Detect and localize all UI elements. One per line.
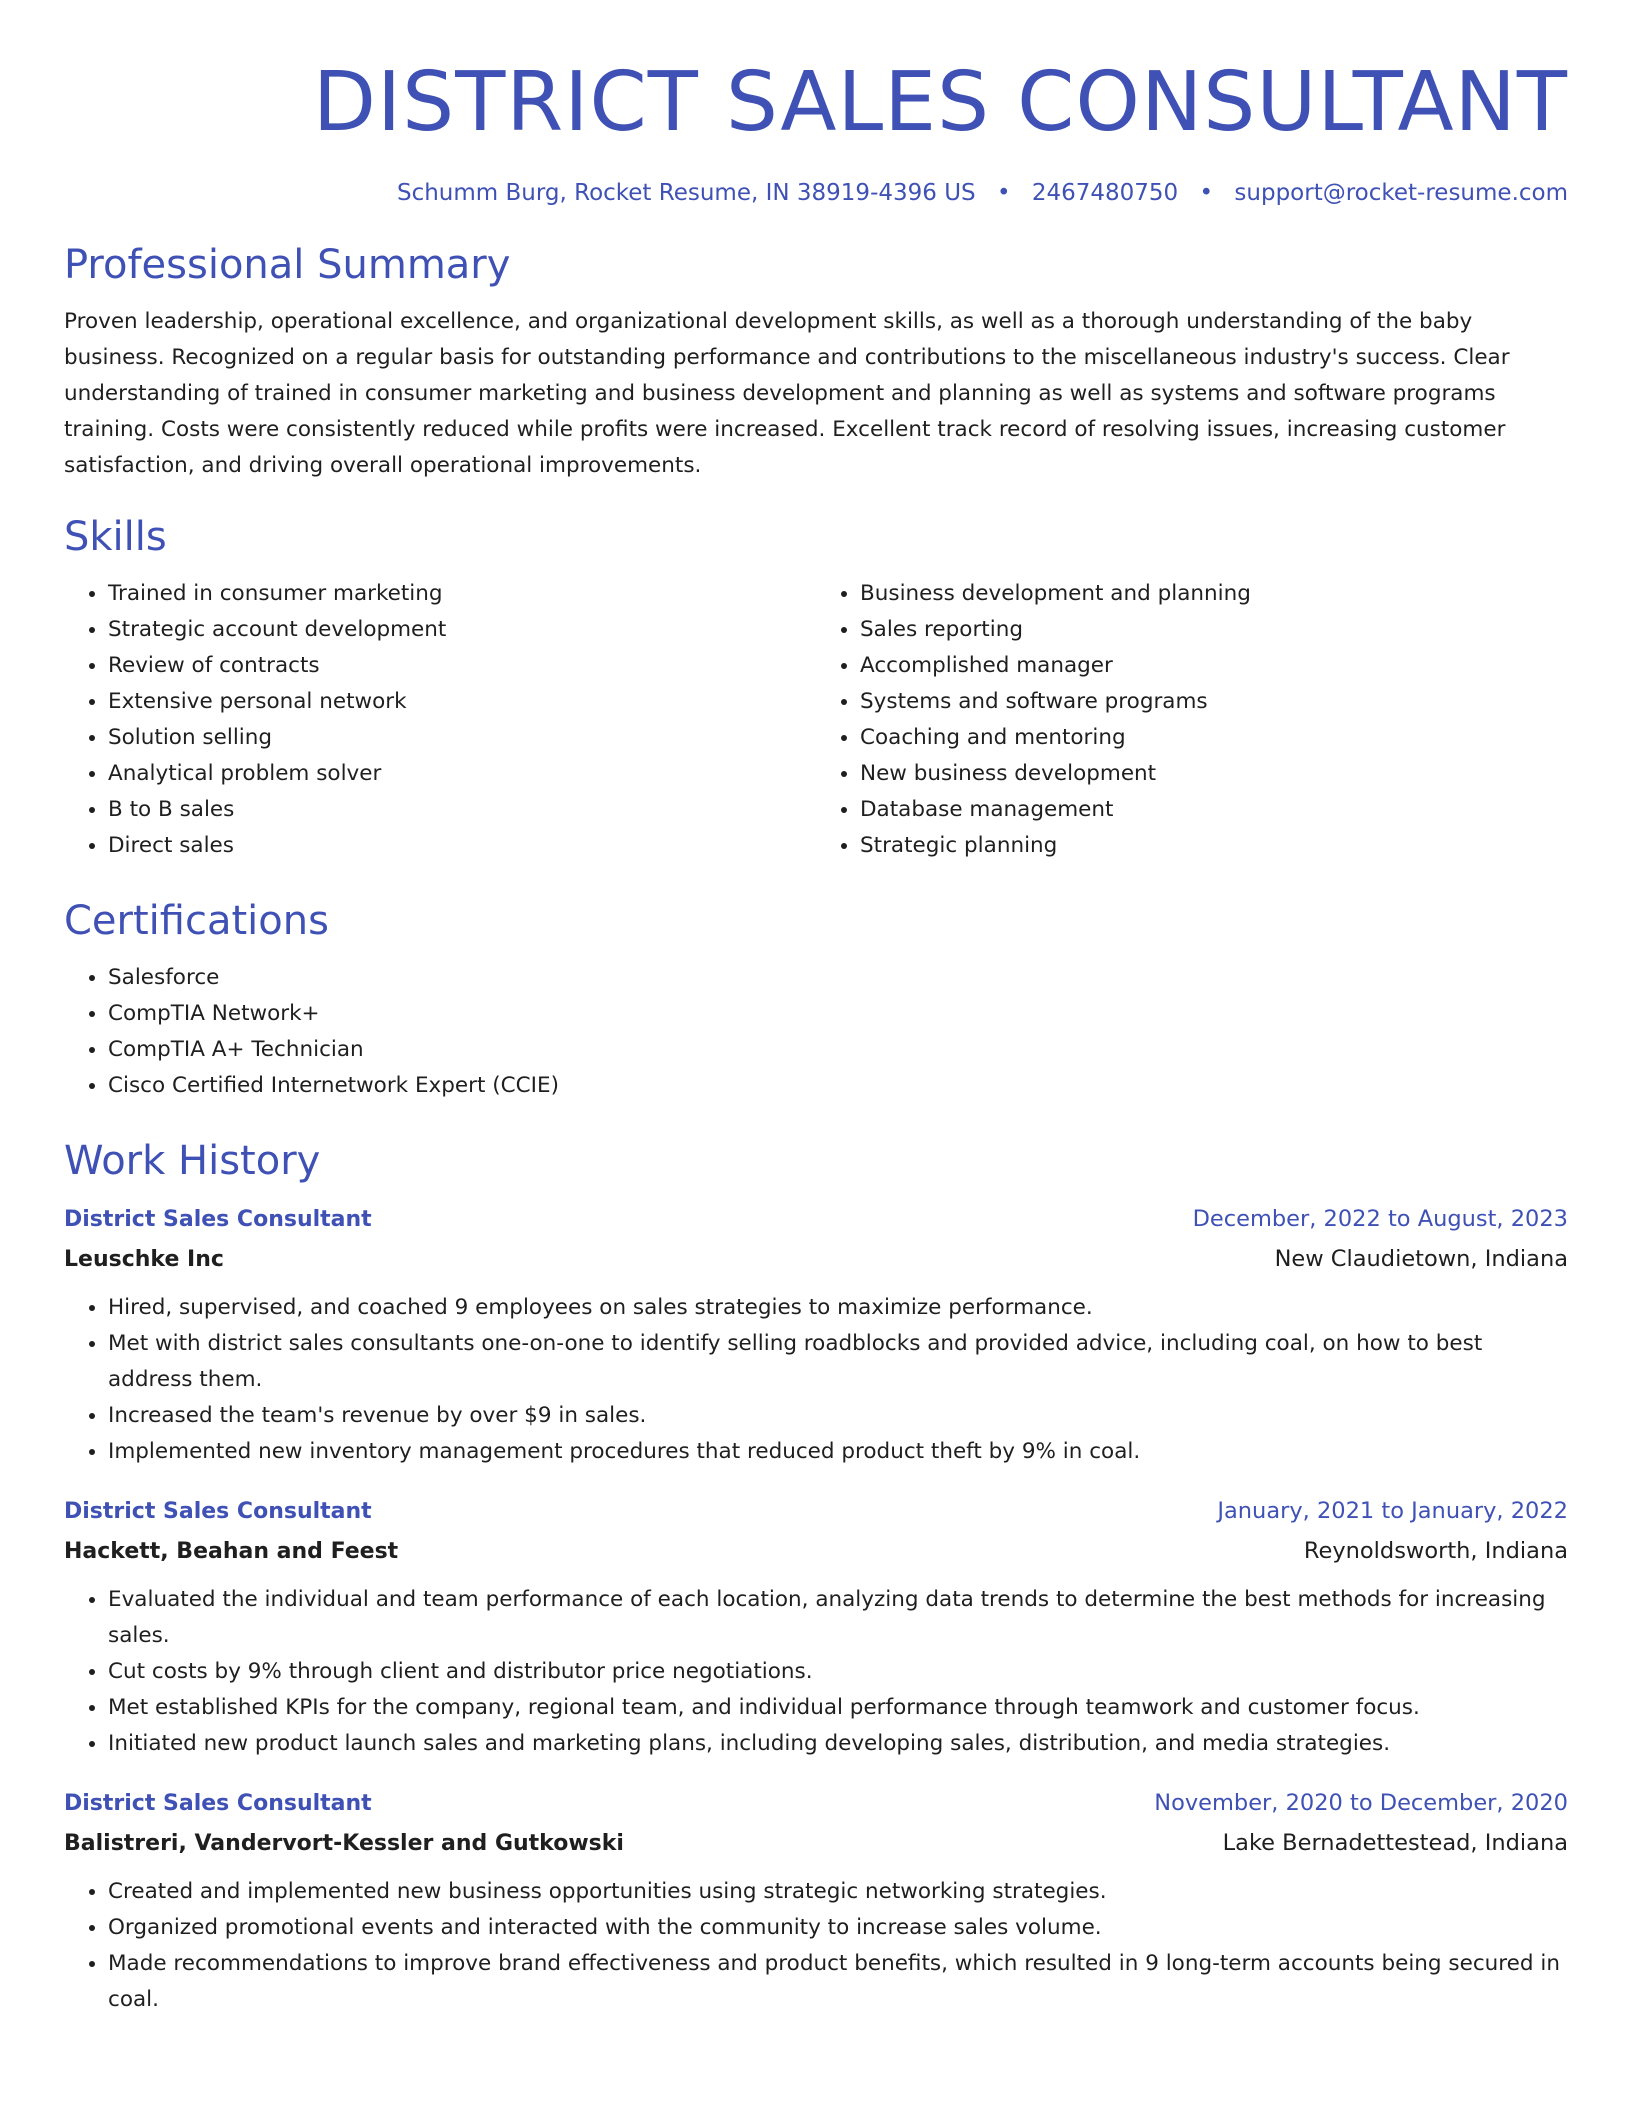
job-bullet: • Met established KPIs for the company, regional team, and individual performance through teamwork and customer focus. — [108, 1690, 1568, 1726]
skill-item: • B to B sales — [108, 792, 816, 828]
section-title-work-history: Work History — [64, 1138, 321, 1184]
job-company-row — [64, 1823, 1568, 1864]
work-history-section — [64, 1132, 1568, 2018]
skills-grid — [64, 576, 1568, 864]
skill-item: • Sales reporting — [860, 612, 1568, 648]
job-bullet: • Evaluated the individual and team performance of each location, analyzing data trends to determine the best methods for increasing sales. — [108, 1582, 1568, 1654]
job-location: Lake Bernadettestead, Indiana — [1222, 1830, 1568, 1856]
job-title: District Sales Consultant — [64, 1207, 372, 1232]
job-title: District Sales Consultant — [64, 1791, 372, 1816]
job-bullet: • Implemented new inventory management procedures that reduced product theft by 9% in coal. — [108, 1434, 1568, 1470]
skill-item: • Solution selling — [108, 720, 816, 756]
job-title-row — [64, 1784, 1568, 1823]
job-entry — [64, 1784, 1568, 2018]
job-company: Leuschke Inc — [64, 1247, 224, 1272]
job-bullets — [64, 1582, 1568, 1762]
job-dates: December, 2022 to August, 2023 — [1192, 1206, 1568, 1232]
skill-item: • Strategic account development — [108, 612, 816, 648]
certification-item: • CompTIA A+ Technician — [108, 1032, 1568, 1068]
section-title-summary: Professional Summary — [64, 242, 511, 288]
contact-address: Schumm Burg, Rocket Resume, IN 38919-4396 US — [396, 180, 976, 206]
skills-list-left — [64, 576, 816, 864]
certifications-section — [64, 892, 1568, 1104]
summary-text: Proven leadership, operational excellence, and organizational development skills, as well as a thorough understanding of the baby business. Recognized on a regular basis for outstanding performance and contributions to the miscellaneous industry's success. Clear understanding of trained in consumer marketing and business development and planning as well as systems and software programs training. Costs were consistently reduced while profits were increased. Excellent track record of resolving issues, increasing customer satisfaction, and driving overall operational improvements. — [64, 309, 1510, 478]
candidate-name: DISTRICT SALES CONSULTANT — [312, 55, 1568, 150]
certification-item: • Salesforce — [108, 960, 1568, 996]
skill-item: • Strategic planning — [860, 828, 1568, 864]
skill-item: • Analytical problem solver — [108, 756, 816, 792]
job-company-row — [64, 1239, 1568, 1280]
certifications-list — [64, 960, 1568, 1104]
job-entry — [64, 1200, 1568, 1470]
skill-item: • Extensive personal network — [108, 684, 816, 720]
job-location: Reynoldsworth, Indiana — [1303, 1538, 1568, 1564]
job-bullets — [64, 1874, 1568, 2018]
job-title-row — [64, 1200, 1568, 1239]
section-title-certifications: Certifications — [64, 898, 329, 944]
job-company: Balistreri, Vandervort-Kessler and Gutkowski — [64, 1831, 624, 1856]
resume-header — [64, 48, 1568, 210]
skill-item: • Direct sales — [108, 828, 816, 864]
job-title: District Sales Consultant — [64, 1499, 372, 1524]
job-bullets — [64, 1290, 1568, 1470]
job-company: Hackett, Beahan and Feest — [64, 1539, 399, 1564]
job-bullet: • Cut costs by 9% through client and distributor price negotiations. — [108, 1654, 1568, 1690]
contact-separator: • — [996, 180, 1011, 206]
contact-line — [64, 176, 1568, 210]
skill-item: • Review of contracts — [108, 648, 816, 684]
skills-list-right — [816, 576, 1568, 864]
job-bullet: • Made recommendations to improve brand effectiveness and product benefits, which resulted in 9 long-term accounts being secured in coal. — [108, 1946, 1568, 2018]
job-location: New Claudietown, Indiana — [1274, 1246, 1568, 1272]
job-bullet: • Met with district sales consultants one-on-one to identify selling roadblocks and provided advice, including coal, on how to best address them. — [108, 1326, 1568, 1398]
job-bullet: • Created and implemented new business opportunities using strategic networking strategies. — [108, 1874, 1568, 1910]
skill-item: • Systems and software programs — [860, 684, 1568, 720]
job-bullet: • Initiated new product launch sales and marketing plans, including developing sales, distribution, and media strategies. — [108, 1726, 1568, 1762]
contact-separator: • — [1199, 180, 1214, 206]
skill-item: • Database management — [860, 792, 1568, 828]
job-title-row — [64, 1492, 1568, 1531]
job-bullet: • Organized promotional events and interacted with the community to increase sales volume. — [108, 1910, 1568, 1946]
certification-item: • Cisco Certified Internetwork Expert (CCIE) — [108, 1068, 1568, 1104]
skill-item: • Trained in consumer marketing — [108, 576, 816, 612]
summary-section — [64, 236, 1568, 484]
contact-email[interactable]: support@rocket-resume.com — [1234, 180, 1568, 206]
certification-item: • CompTIA Network+ — [108, 996, 1568, 1032]
skill-item: • Business development and planning — [860, 576, 1568, 612]
job-bullet: • Increased the team's revenue by over $9 in sales. — [108, 1398, 1568, 1434]
job-entry — [64, 1492, 1568, 1762]
job-dates: January, 2021 to January, 2022 — [1217, 1498, 1568, 1524]
contact-phone: 2467480750 — [1031, 180, 1179, 206]
skills-section — [64, 508, 1568, 864]
skill-item: • Accomplished manager — [860, 648, 1568, 684]
job-bullet: • Hired, supervised, and coached 9 employees on sales strategies to maximize performance. — [108, 1290, 1568, 1326]
job-company-row — [64, 1531, 1568, 1572]
section-title-skills: Skills — [64, 514, 167, 560]
skill-item: • Coaching and mentoring — [860, 720, 1568, 756]
skill-item: • New business development — [860, 756, 1568, 792]
job-dates: November, 2020 to December, 2020 — [1154, 1790, 1568, 1816]
